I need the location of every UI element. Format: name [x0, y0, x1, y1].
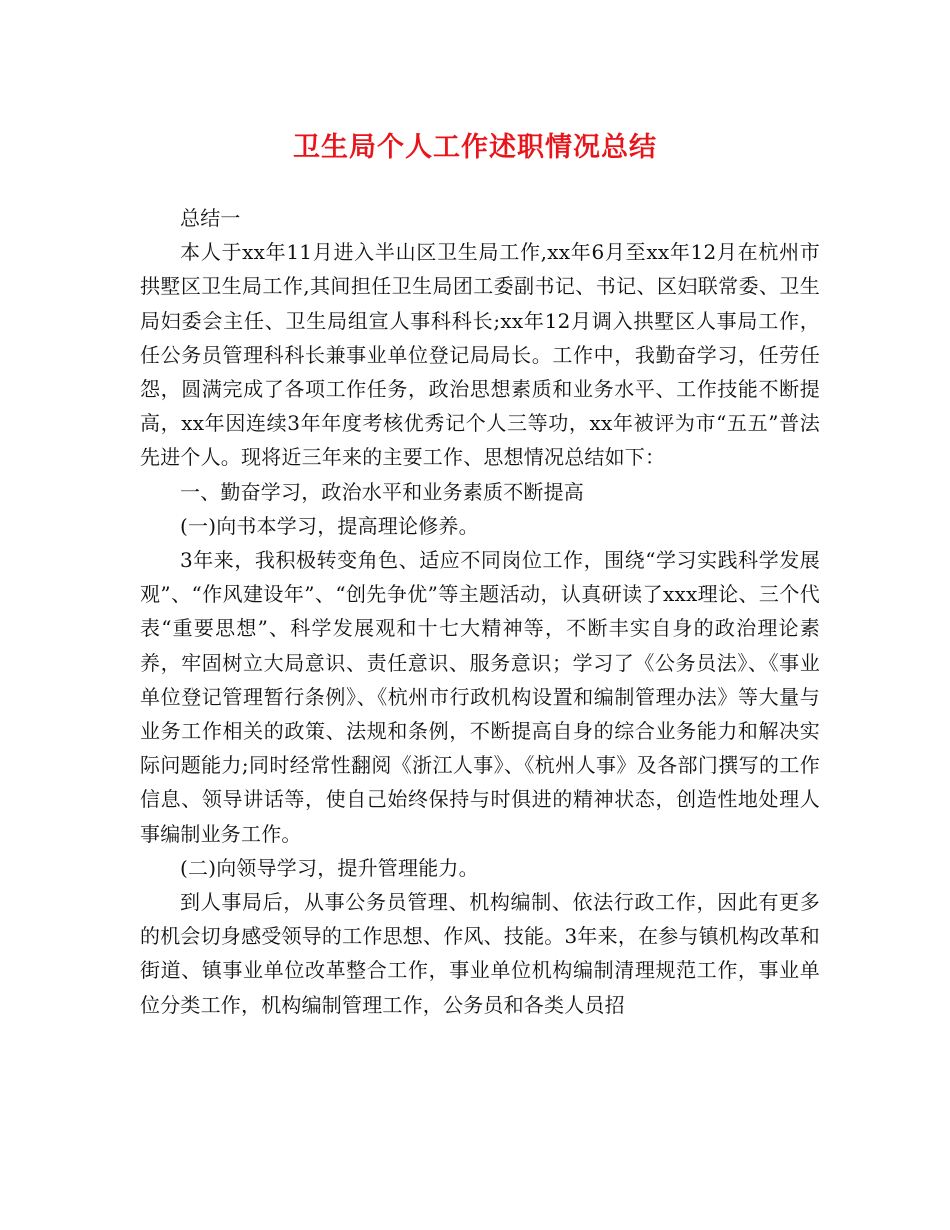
subsection-heading: (一)向书本学习，提高理论修养。: [180, 513, 479, 538]
document-title: 卫生局个人工作述职情况总结: [293, 132, 657, 163]
subsection-heading: (二)向领导学习，提升管理能力。: [180, 855, 479, 880]
paragraph-leadership-study: 到人事局后，从事公务员管理、机构编制、依法行政工作，因此有更多的机会切身感受领导的工作思想、作风、技能。3年来，在参与镇机构改革和街道、镇事业单位改革整合工作，事业单位机构编制清理规范工作，事业单位分类工作，机构编制管理工作，公务员和各类人员招: [140, 890, 820, 1017]
section-heading: 一、勤奋学习，政治水平和业务素质不断提高: [180, 479, 584, 504]
section-label: 总结一: [180, 206, 241, 230]
paragraph-book-study: 3年来，我积极转变角色、适应不同岗位工作，围绕“学习实践科学发展观”、“作风建设年”、“创先争优”等主题活动，认真研读了xxx理论、三个代表“重要思想”、科学发展观和十七大精神等，不断丰实自身的政治理论素养，牢固树立大局意识、责任意识、服务意识；学习了《公务员法》、《事业单位登记管理暂行条例》、《杭州市行政机构设置和编制管理办法》等大量与业务工作相关的政策、法规和条例，不断提高自身的综合业务能力和解决实际问题能力;同时经常性翻阅《浙江人事》、《杭州人事》及各部门撰写的工作信息、领导讲话等，使自己始终保持与时俱进的精神状态，创造性地处理人事编制业务工作。: [140, 548, 820, 846]
document-body: [140, 201, 820, 1022]
paragraph-introduction: 本人于xx年11月进入半山区卫生局工作,xx年6月至xx年12月在杭州市拱墅区卫生局工作,其间担任卫生局团工委副书记、书记、区妇联常委、卫生局妇委会主任、卫生局组宣人事科科长;xx年12月调入拱墅区人事局工作，任公务员管理科科长兼事业单位登记局局长。工作中，我勤奋学习，任劳任怨，圆满完成了各项工作任务，政治思想素质和业务水平、工作技能不断提高，xx年因连续3年年度考核优秀记个人三等功，xx年被评为市“五五”普法先进个人。现将近三年来的主要工作、思想情况总结如下：: [140, 240, 820, 470]
